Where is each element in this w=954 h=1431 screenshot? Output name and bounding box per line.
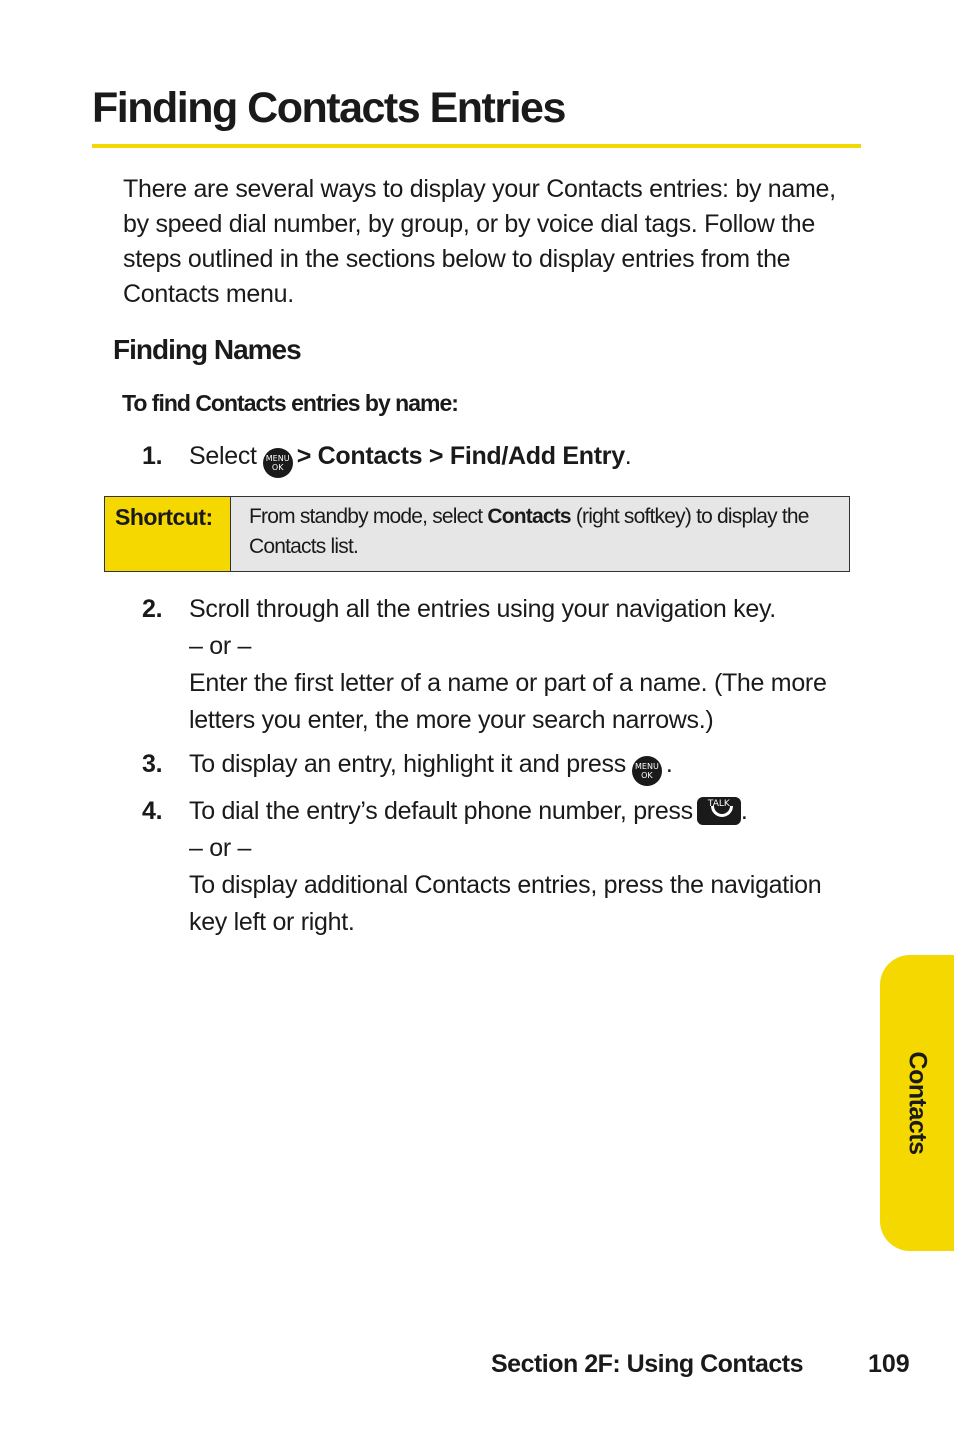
step-text: Select	[189, 442, 257, 470]
step-text-alternate: To display additional Contacts entries, press the navigation key left or right.	[189, 871, 822, 936]
section-heading: Finding Names	[113, 334, 301, 365]
step-number: 2.	[142, 595, 163, 623]
menu-ok-key-icon: MENU OK	[632, 756, 662, 786]
step-number: 1.	[142, 442, 163, 470]
shortcut-callout	[104, 496, 850, 572]
or-separator: – or –	[189, 834, 252, 862]
title-underline	[92, 144, 861, 148]
step-number: 3.	[142, 750, 163, 778]
step-number: 4.	[142, 797, 163, 825]
shortcut-label: Shortcut:	[105, 497, 231, 571]
page-title: Finding Contacts Entries	[92, 84, 565, 132]
intro-paragraph: There are several ways to display your Contacts entries: by name, by speed dial number, by group, or by voice dial tags. Follow the steps outlined in the sections below to display entries from the Contacts menu.	[123, 175, 836, 308]
menu-path-contacts: Contacts	[317, 442, 423, 470]
talk-key-icon: TALK	[697, 797, 741, 825]
footer-section-title: Section 2F: Using Contacts	[491, 1350, 804, 1378]
shortcut-text: From standby mode, select Contacts (right softkey) to display the Contacts list.	[231, 497, 849, 571]
or-separator: – or –	[189, 632, 252, 660]
step-text: To dial the entry’s default phone number, press	[189, 797, 693, 825]
menu-path-find-add-entry: Find/Add Entry	[449, 442, 625, 470]
procedure-heading: To find Contacts entries by name:	[122, 390, 458, 416]
menu-separator: >	[428, 442, 444, 470]
menu-separator: >	[296, 442, 311, 470]
step-text: Scroll through all the entries using your navigation key.	[189, 595, 776, 623]
side-tab-label: Contacts	[903, 1051, 932, 1155]
step-text: To display an entry, highlight it and press	[189, 750, 626, 778]
shortcut-contacts: Contacts	[487, 505, 571, 528]
menu-ok-key-icon: MENU OK	[263, 448, 293, 478]
page-number: 109	[868, 1350, 910, 1378]
step-text-alternate: Enter the first letter of a name or part of a name. (The more letters you enter, the more your search narrows.)	[189, 669, 827, 734]
